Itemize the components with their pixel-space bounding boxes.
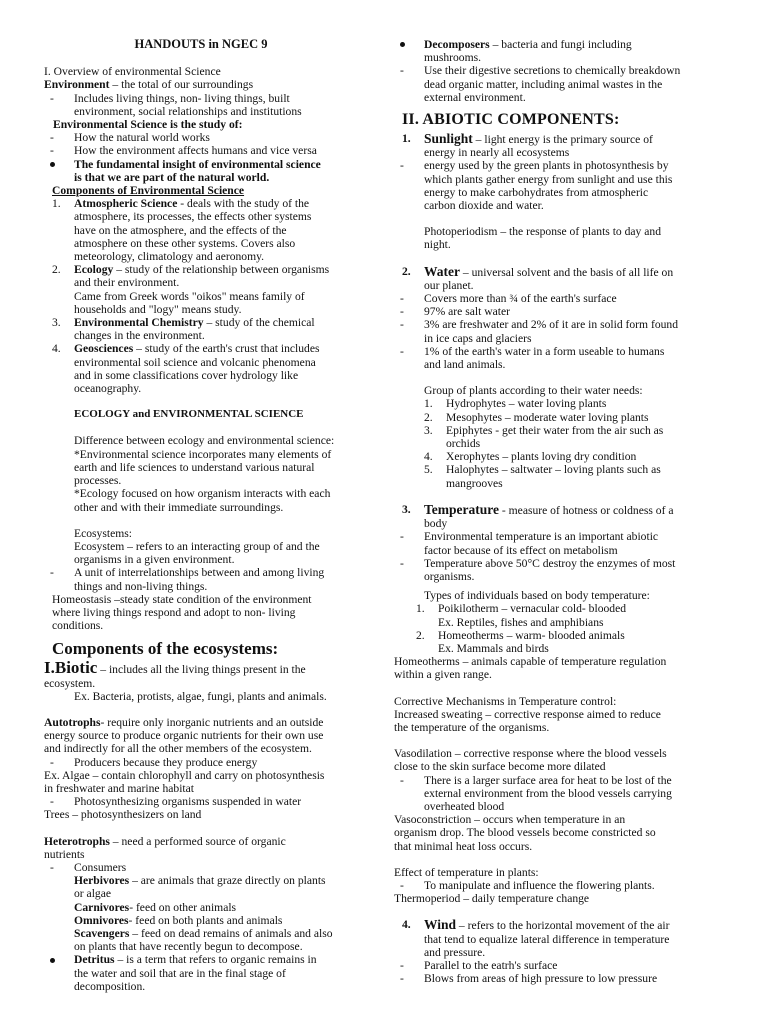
env-bullet: - Includes living things, non- living things, built environment, social relationships and institutions bbox=[50, 91, 302, 118]
overview-heading: I. Overview of environmental Science bbox=[44, 65, 221, 79]
biotic-line: I.Biotic – includes all the living things present in the bbox=[44, 658, 306, 678]
thermoperiod-line: Thermoperiod – daily temperature change bbox=[394, 892, 590, 906]
biotic-line-2: ecosystem. bbox=[44, 676, 96, 690]
sunlight-item: 1. Sunlight – light energy is the primary source of energy in nearly all ecosystems bbox=[402, 131, 653, 160]
difference-block: Difference between ecology and environmental science: *Environmental science incorporates many elements of earth and life sciences to understand various natural processes. *Ecology focused on how organism interacts with each other and with their immediate surroundings. bbox=[74, 434, 335, 514]
autotrophs-block: Autotrophs- require only inorganic nutrients and an outside energy source to produce organic nutrients for their own use and indirectly for all the other members of the ecosystem. bbox=[44, 715, 324, 756]
document-title: HANDOUTS in NGEC 9 bbox=[134, 37, 268, 51]
water-bullet-1: - Covers more than ¾ of the earth's surface bbox=[400, 292, 617, 306]
detritus-bullet: Detritus – is a term that refers to organic remains in the water and soil that are in the final stage of decomposition. bbox=[44, 953, 378, 993]
decomposers-detail: - Use their digestive secretions to chemically breakdown dead organic matter, including animal wastes in the external environment. bbox=[400, 64, 681, 104]
water-bullet-3: - 3% are freshwater and 2% of it are in solid form found in ice caps and glaciers bbox=[400, 318, 679, 345]
autotroph-bullet-1: - Producers because they produce energy bbox=[50, 755, 258, 769]
corrective-line-1: Increased sweating – corrective response aimed to reduce bbox=[394, 707, 661, 721]
corrective-line-2: the temperature of the organisms. bbox=[394, 720, 550, 734]
wind-item: 4. Wind – refers to the horizontal movement of the air that tend to equalize lateral difference in temperature and pressure. bbox=[402, 917, 670, 959]
consumer-types: Herbivores – are animals that graze directly on plants or algae Carnivores- feed on other animals Omnivores- feed on both plants and animals Scavengers – feed on dead remains of animals and also on plants that have recently begun to decompose. bbox=[74, 874, 333, 954]
plant-temp-effect-bullet: - To manipulate and influence the flowering plants. bbox=[400, 878, 655, 892]
biotic-example: Ex. Bacteria, protists, algae, fungi, plants and animals. bbox=[74, 689, 327, 703]
components-heading: Components of Environmental Science bbox=[52, 184, 245, 198]
component-item-1: 1. Atmospheric Science - deals with the study of the atmosphere, its processes, the effects other systems have on the atmosphere, and the effects of the atmosphere on these other systems. Covers also meteorology, climatology and aeronomy. bbox=[52, 197, 312, 264]
plant-groups-heading: Group of plants according to their water needs: bbox=[424, 384, 643, 398]
component-item-4: 4. Geosciences – study of the earth's crust that includes environmental soil science and volcanic phenomena and in some classifications cover hydrology like oceanography. bbox=[52, 342, 320, 396]
algae-example-2: in freshwater and marine habitat bbox=[44, 781, 195, 795]
temperature-item: 3. Temperature - measure of hotness or coldness of a body bbox=[402, 501, 674, 531]
left-column bbox=[44, 38, 378, 993]
temperature-bullet-2: - Temperature above 50°C destroy the enzymes of most organisms. bbox=[400, 556, 676, 583]
env-sci-item-1: - How the natural world works bbox=[50, 131, 210, 145]
vasoconstriction-line-2: organism drop. The blood vessels become constricted so bbox=[394, 826, 656, 840]
abiotic-heading: II. ABIOTIC COMPONENTS: bbox=[402, 111, 620, 129]
vasoconstriction-line-3: that minimal heat loss occurs. bbox=[394, 839, 533, 853]
eco-env-heading: ECOLOGY and ENVIRONMENTAL SCIENCE bbox=[74, 408, 304, 421]
bullet-icon bbox=[50, 958, 55, 963]
water-bullet-4: - 1% of the earth's water in a form useable to humans and land animals. bbox=[400, 344, 665, 372]
vasodilation-line-2: close to the skin surface become more dilated bbox=[394, 760, 606, 774]
vasodilation-line-1: Vasodilation – corrective response where the blood vessels bbox=[394, 747, 667, 761]
water-item: 2. Water – universal solvent and the basis of all life on our planet. bbox=[402, 263, 674, 292]
vasodilation-bullet: - There is a larger surface area for heat to be lost of the external environment from the blood vessels carrying overheated blood bbox=[400, 773, 672, 813]
environment-definition: Environment – the total of our surroundings bbox=[44, 78, 254, 92]
component-item-3: 3. Environmental Chemistry – study of the chemical changes in the environment. bbox=[52, 316, 315, 343]
component-item-2: 2. Ecology – study of the relationship between organisms and their environment. Came from Greek words "oikos" means family of households and "logy" means study. bbox=[52, 263, 330, 316]
homeotherms-definition: Homeotherms – animals capable of temperature regulation bbox=[394, 655, 667, 669]
wind-bullet-1: - Parallel to the eatrh's surface bbox=[400, 958, 558, 972]
corrective-heading: Corrective Mechanisms in Temperature control: bbox=[394, 694, 617, 708]
wind-bullet-2: - Blows from areas of high pressure to low pressure bbox=[400, 972, 658, 986]
consumers-bullet: - Consumers bbox=[50, 860, 127, 874]
env-sci-item-2: - How the environment affects humans and vice versa bbox=[50, 144, 317, 158]
temperature-bullet-1: - Environmental temperature is an important abiotic factor because of its effect on metabolism bbox=[400, 530, 659, 557]
components-ecosystems-heading: Components of the ecosystems: bbox=[52, 639, 279, 659]
env-sci-heading: Environmental Science is the study of: bbox=[53, 118, 243, 132]
homeotherms-definition-2: within a given range. bbox=[394, 668, 492, 682]
plant-groups-list: 1. Hydrophytes – water loving plants 2. Mesophytes – moderate water loving plants 3. Epiphytes - get their water from the air such as orchids 4. Xerophytes – plants loving dry condition 5. Halophytes – saltwater – loving plants such as mangrooves bbox=[424, 397, 664, 490]
insight-bullet: The fundamental insight of environmental science is that we are part of the natural world. bbox=[44, 158, 378, 184]
photoperiodism: Photoperiodism – the response of plants to day and night. bbox=[424, 225, 661, 252]
heterotrophs-block: Heterotrophs – need a performed source of organic nutrients bbox=[44, 834, 286, 861]
ecosystems-block: Ecosystems: Ecosystem – refers to an interacting group of and the organisms in a given environment. bbox=[74, 526, 320, 567]
body-temp-types-list: 1. Poikilotherm – vernacular cold- blooded Ex. Reptiles, fishes and amphibians 2. Homeotherms – warm- blooded animals Ex. Mammals and birds bbox=[416, 602, 627, 655]
right-column bbox=[394, 38, 724, 985]
autotroph-bullet-2: - Photosynthesizing organisms suspended in water bbox=[50, 795, 302, 809]
trees-line: Trees – photosynthesizers on land bbox=[44, 808, 202, 822]
sunlight-detail: - energy used by the green plants in photosynthesis by which plants gather energy from sunlight and use this energy to make carbohydrates from atmospheric carbon dioxide and water. bbox=[400, 159, 673, 213]
plant-temp-effect-heading: Effect of temperature in plants: bbox=[394, 865, 539, 879]
vasoconstriction-line-1: Vasoconstriction – occurs when temperature in an bbox=[394, 813, 626, 827]
body-temp-types-heading: Types of individuals based on body temperature: bbox=[424, 589, 650, 603]
bullet-icon bbox=[50, 162, 55, 167]
algae-example-1: Ex. Algae – contain chlorophyll and carry on photosynthesis bbox=[44, 768, 325, 782]
water-bullet-2: - 97% are salt water bbox=[400, 305, 510, 319]
decomposers-bullet: Decomposers – bacteria and fungi including mushrooms. bbox=[394, 38, 724, 64]
homeostasis-block: Homeostasis –steady state condition of the environment where living things respond and adopt to non- living conditions. bbox=[52, 592, 312, 633]
ecosystem-bullet: - A unit of interrelationships between and among living things and non-living things. bbox=[50, 566, 325, 593]
bullet-icon bbox=[400, 42, 405, 47]
